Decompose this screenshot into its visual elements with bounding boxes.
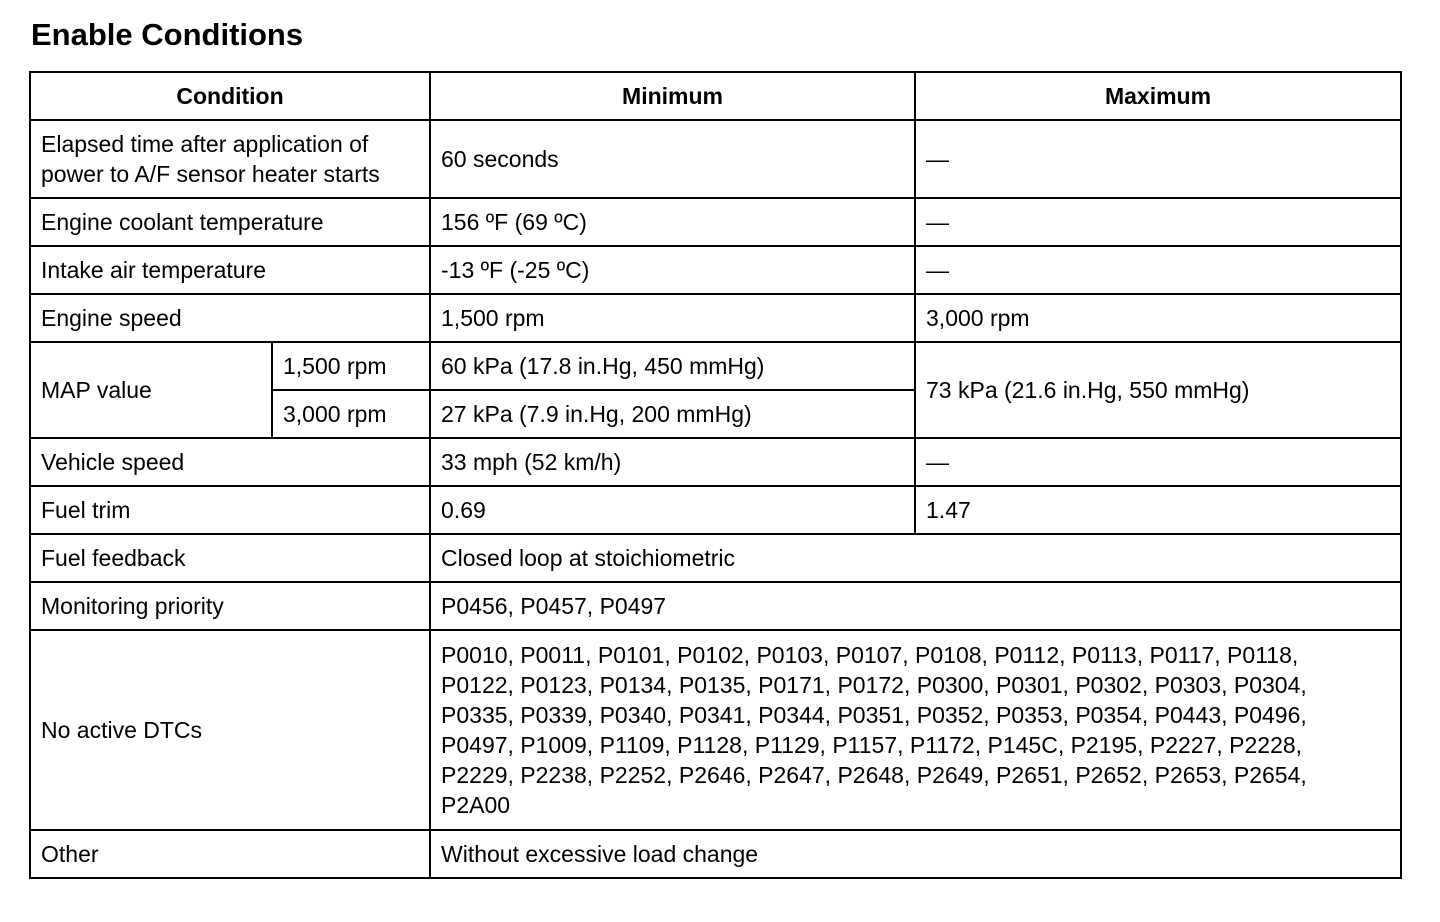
table-row (30, 534, 1401, 582)
condition-cell: Other (30, 830, 430, 878)
table-row (30, 342, 1401, 390)
value-cell: Without excessive load change (430, 830, 1401, 878)
header-condition: Condition (30, 72, 430, 120)
dtc-list-cell (430, 630, 1401, 830)
table-row (30, 830, 1401, 878)
table-row (30, 486, 1401, 534)
minimum-cell: -13 ºF (-25 ºC) (430, 246, 915, 294)
table-row (30, 438, 1401, 486)
sub-condition-cell: 3,000 rpm (272, 390, 430, 438)
condition-cell: Monitoring priority (30, 582, 430, 630)
dtc-line: P2A00 (441, 792, 511, 818)
minimum-cell: 60 kPa (17.8 in.Hg, 450 mmHg) (430, 342, 915, 390)
condition-cell: No active DTCs (30, 630, 430, 830)
condition-cell: Engine speed (30, 294, 430, 342)
maximum-cell: — (915, 246, 1401, 294)
table-row (30, 246, 1401, 294)
maximum-cell: — (915, 120, 1401, 198)
maximum-cell: — (915, 198, 1401, 246)
minimum-cell: 1,500 rpm (430, 294, 915, 342)
table-header-row (30, 72, 1401, 120)
dtc-line: P0497, P1009, P1109, P1128, P1129, P1157, P1172, P145C, P2195, P2227, P2228, (441, 732, 1303, 758)
condition-cell: Vehicle speed (30, 438, 430, 486)
page-title: Enable Conditions (31, 17, 304, 52)
condition-cell (30, 120, 430, 198)
condition-cell: Intake air temperature (30, 246, 430, 294)
maximum-cell: 3,000 rpm (915, 294, 1401, 342)
table-row (30, 294, 1401, 342)
maximum-cell: 73 kPa (21.6 in.Hg, 550 mmHg) (915, 342, 1401, 438)
minimum-cell: 27 kPa (7.9 in.Hg, 200 mmHg) (430, 390, 915, 438)
condition-cell: MAP value (30, 342, 272, 438)
maximum-cell: — (915, 438, 1401, 486)
condition-cell: Fuel feedback (30, 534, 430, 582)
dtc-line: P0335, P0339, P0340, P0341, P0344, P0351, P0352, P0353, P0354, P0443, P0496, (441, 702, 1307, 728)
minimum-cell: 60 seconds (430, 120, 915, 198)
value-cell: Closed loop at stoichiometric (430, 534, 1401, 582)
value-cell: P0456, P0457, P0497 (430, 582, 1401, 630)
maximum-cell: 1.47 (915, 486, 1401, 534)
header-maximum: Maximum (915, 72, 1401, 120)
table-row (30, 198, 1401, 246)
table-row (30, 120, 1401, 198)
condition-text-line: power to A/F sensor heater starts (41, 161, 380, 187)
minimum-cell: 33 mph (52 km/h) (430, 438, 915, 486)
dtc-line: P0122, P0123, P0134, P0135, P0171, P0172, P0300, P0301, P0302, P0303, P0304, (441, 672, 1307, 698)
dtc-line: P0010, P0011, P0101, P0102, P0103, P0107, P0108, P0112, P0113, P0117, P0118, (441, 642, 1299, 668)
minimum-cell: 156 ºF (69 ºC) (430, 198, 915, 246)
minimum-cell: 0.69 (430, 486, 915, 534)
condition-text-line: Elapsed time after application of (41, 131, 369, 157)
enable-conditions-table (29, 71, 1402, 879)
table-row (30, 630, 1401, 830)
sub-condition-cell: 1,500 rpm (272, 342, 430, 390)
condition-cell: Fuel trim (30, 486, 430, 534)
header-minimum: Minimum (430, 72, 915, 120)
dtc-line: P2229, P2238, P2252, P2646, P2647, P2648, P2649, P2651, P2652, P2653, P2654, (441, 762, 1307, 788)
condition-cell: Engine coolant temperature (30, 198, 430, 246)
table-row (30, 582, 1401, 630)
